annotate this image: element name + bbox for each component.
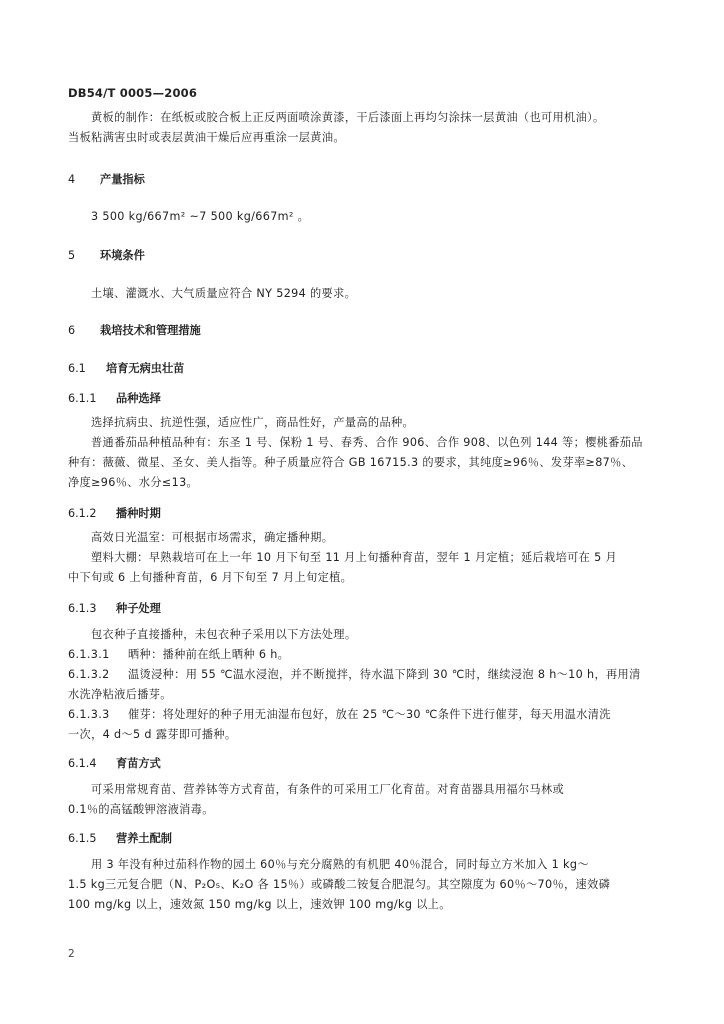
item-text: 晒种：播种前在纸上晒种 6 h。: [128, 648, 290, 661]
standard-code: DB54/T 0005—2006: [68, 86, 198, 100]
section-6-1-5-heading: [68, 831, 172, 847]
section-number: 4: [68, 173, 76, 186]
section-6-1-3-heading: [68, 601, 161, 617]
soil-text-3: 100 mg/kg 以上，速效氮 150 mg/kg 以上，速效钾 100 mg/kg 以上。: [68, 898, 451, 911]
sowing-text-1: 高效日光温室：可根据市场需求，确定播种期。: [91, 531, 334, 544]
section-4-heading: [68, 172, 145, 188]
variety-text-1: 选择抗病虫、抗逆性强，适应性广，商品性好，产量高的品种。: [91, 416, 415, 429]
section-6-heading: [68, 323, 201, 339]
section-title: 种子处理: [116, 602, 161, 615]
section-number: 6.1.3: [68, 602, 97, 615]
seed-item-3: [68, 705, 611, 725]
item-number: 6.1.3.2: [68, 668, 110, 681]
seedling-method-text-2: 0.1％的高锰酸钾溶液消毒。: [68, 803, 214, 816]
section-number: 6.1.1: [68, 392, 97, 405]
sowing-text-2: 塑料大棚：早熟栽培可在上一年 10 月下旬至 11 月上旬播种育苗，翌年 1 月定植；延后栽培可在 5 月: [91, 551, 618, 564]
intro-line-2: 当板粘满害虫时或表层黄油干燥后应再重涂一层黄油。: [68, 131, 345, 144]
seed-item-1: [68, 645, 289, 665]
yield-text: 3 500 kg/667m² ~7 500 kg/667m² 。: [91, 210, 310, 223]
section-title: 培育无病虫壮苗: [106, 362, 185, 375]
section-number: 6: [68, 324, 76, 337]
section-6-1-heading: [68, 361, 184, 377]
section-title: 产量指标: [100, 173, 145, 186]
section-title: 环境条件: [100, 249, 145, 262]
soil-text-2: 1.5 kg三元复合肥（N、P₂O₅、K₂O 各 15％）或磷酸二铵复合肥混匀。其空隙度为 60％～70％，速效磷: [68, 878, 611, 891]
section-6-1-2-heading: [68, 506, 161, 522]
seed-treatment-text: 包衣种子直接播种，未包衣种子采用以下方法处理。: [91, 628, 357, 641]
section-title: 栽培技术和管理措施: [100, 324, 201, 337]
seedling-method-text-1: 可采用常规育苗、营养钵等方式育苗，有条件的可采用工厂化育苗。对育苗器具用福尔马林或: [91, 783, 565, 796]
page-number: 2: [68, 948, 75, 960]
variety-text-4: 净度≥96％、水分≤13。: [68, 476, 199, 489]
sowing-text-3: 中下旬或 6 上旬播种育苗，6 月下旬至 7 月上旬定植。: [68, 571, 353, 584]
seed-item-2-cont: 水洗净粘液后播芽。: [68, 688, 172, 701]
item-number: 6.1.3.3: [68, 708, 110, 721]
seed-item-3-cont: 一次，4 d～5 d 露芽即可播种。: [68, 728, 237, 741]
section-number: 6.1.5: [68, 832, 97, 845]
section-title: 育苗方式: [116, 757, 161, 770]
section-title: 品种选择: [116, 392, 161, 405]
variety-text-2: 普通番茄品种植品种有：东圣 1 号、保粉 1 号、春秀、合作 906、合作 908、以色列 144 等；樱桃番茄品: [91, 436, 643, 449]
item-text: 催芽：将处理好的种子用无油湿布包好，放在 25 ℃～30 ℃条件下进行催芽，每天用温水清洗: [128, 708, 611, 721]
item-number: 6.1.3.1: [68, 648, 110, 661]
section-6-1-1-heading: [68, 391, 161, 407]
section-number: 6.1.4: [68, 757, 97, 770]
section-6-1-4-heading: [68, 756, 161, 772]
section-number: 6.1.2: [68, 507, 97, 520]
seed-item-2: [68, 665, 641, 685]
section-number: 5: [68, 249, 76, 262]
item-text: 温烫浸种：用 55 ℃温水浸泡，并不断搅拌，待水温下降到 30 ℃时，继续浸泡 8 h～10 h，再用清: [128, 668, 641, 681]
variety-text-3: 种有：薇薇、微星、圣女、美人指等。种子质量应符合 GB 16715.3 的要求，其纯度≥96％、发芽率≥87％、: [68, 456, 634, 469]
section-title: 播种时期: [116, 507, 161, 520]
section-5-heading: [68, 248, 145, 264]
intro-line-1: 黄板的制作：在纸板或胶合板上正反两面喷涂黄漆，干后漆面上再均匀涂抹一层黄油（也可用机油）。: [91, 111, 605, 124]
soil-text-1: 用 3 年没有种过茄科作物的园土 60％与充分腐熟的有机肥 40％混合，同时每立方米加入 1 kg～: [91, 858, 589, 871]
section-title: 营养土配制: [116, 832, 172, 845]
section-number: 6.1: [68, 362, 86, 375]
environment-text: 土壤、灌溉水、大气质量应符合 NY 5294 的要求。: [91, 287, 357, 300]
